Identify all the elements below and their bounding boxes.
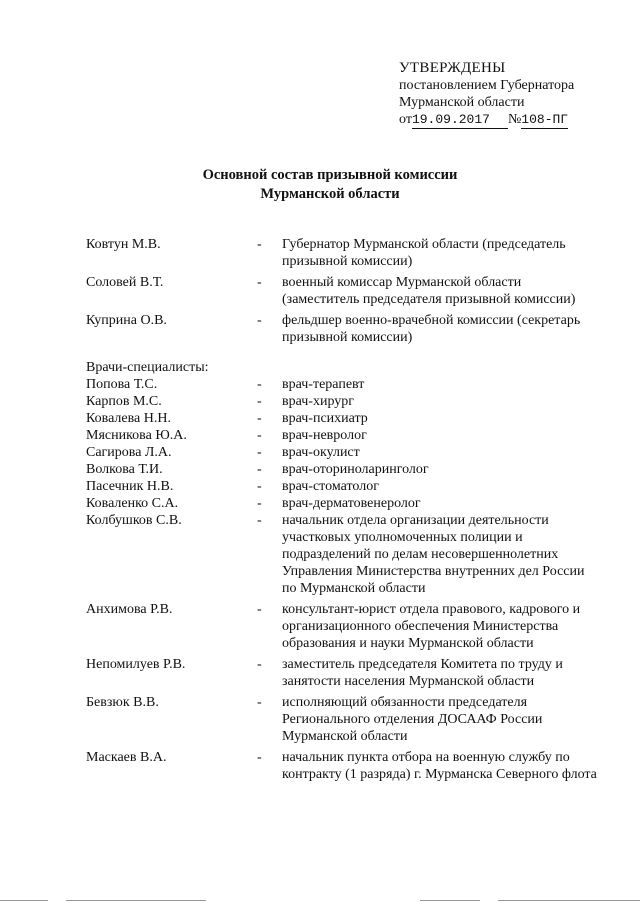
dash: - bbox=[257, 428, 262, 443]
dash: - bbox=[257, 275, 262, 290]
member-position: врач-терапевт bbox=[282, 377, 365, 392]
scan-edge-line bbox=[420, 900, 480, 901]
member-name: Карпов М.С. bbox=[86, 394, 162, 409]
member-row bbox=[86, 461, 606, 478]
approval-order bbox=[399, 111, 574, 129]
member-position: врач-психиатр bbox=[282, 411, 368, 426]
member-name: Колбушков С.В. bbox=[86, 513, 182, 528]
order-from-prefix: от bbox=[399, 112, 412, 127]
member-name: Попова Т.С. bbox=[86, 377, 158, 392]
member-row bbox=[86, 601, 606, 652]
dash: - bbox=[257, 657, 262, 672]
dash: - bbox=[257, 411, 262, 426]
document-heading bbox=[150, 166, 510, 204]
member-row bbox=[86, 393, 606, 410]
member-position: консультант-юрист отдела правового, кадрового и организационного обеспечения Министерства образования и науки Мурманской области bbox=[282, 602, 581, 651]
member-name: Непомилуев Р.В. bbox=[86, 657, 186, 672]
member-row bbox=[86, 444, 606, 461]
member-position: врач-оториноларинголог bbox=[282, 462, 429, 477]
member-position: заместитель председателя Комитета по труду и занятости населения Мурманской области bbox=[282, 657, 563, 689]
dash: - bbox=[257, 237, 262, 252]
member-name: Волкова Т.И. bbox=[86, 462, 163, 477]
heading-line-1: Основной состав призывной комиссии bbox=[202, 167, 458, 183]
member-name: Ковтун М.В. bbox=[86, 237, 161, 252]
member-row bbox=[86, 274, 606, 308]
member-position: фельдшер военно-врачебной комиссии (секретарь призывной комиссии) bbox=[282, 313, 581, 345]
member-name: Мясникова Ю.А. bbox=[86, 428, 187, 443]
member-row bbox=[86, 656, 606, 690]
member-row bbox=[86, 312, 606, 346]
approval-block bbox=[399, 60, 574, 129]
member-position: военный комиссар Мурманской области (заместитель председателя призывной комиссии) bbox=[282, 275, 576, 307]
member-row bbox=[86, 478, 606, 495]
member-name: Коваленко С.А. bbox=[86, 496, 179, 511]
member-name: Маскаев В.А. bbox=[86, 750, 167, 765]
members-list bbox=[86, 236, 606, 783]
scan-edge-line bbox=[0, 900, 48, 901]
member-position: врач-окулист bbox=[282, 445, 360, 460]
member-row bbox=[86, 427, 606, 444]
member-position: начальник пункта отбора на военную службу по контракту (1 разряда) г. Мурманска Северного флота bbox=[282, 750, 597, 782]
member-row bbox=[86, 512, 606, 597]
member-name: Сагирова Л.А. bbox=[86, 445, 172, 460]
member-position: исполняющий обязанности председателя Регионального отделения ДОСААФ России Мурманской области bbox=[282, 695, 543, 744]
member-row bbox=[86, 749, 606, 783]
member-row bbox=[86, 410, 606, 427]
order-date-field bbox=[412, 111, 508, 129]
member-name: Куприна О.В. bbox=[86, 313, 167, 328]
dash: - bbox=[257, 313, 262, 328]
member-position: врач-хирург bbox=[282, 394, 355, 409]
member-row bbox=[86, 236, 606, 270]
member-name: Соловей В.Т. bbox=[86, 275, 164, 290]
scan-edge-line bbox=[498, 900, 640, 901]
order-number: 108-ПГ bbox=[521, 112, 569, 127]
member-position: врач-невролог bbox=[282, 428, 367, 443]
member-name: Бевзюк В.В. bbox=[86, 695, 159, 710]
member-name: Пасечник Н.В. bbox=[86, 479, 174, 494]
approval-title: УТВЕРЖДЕНЫ bbox=[399, 60, 506, 76]
member-name: Ковалева Н.Н. bbox=[86, 411, 171, 426]
dash: - bbox=[257, 394, 262, 409]
dash: - bbox=[257, 602, 262, 617]
scan-edge-line bbox=[66, 900, 206, 901]
approval-line-2: Мурманской области bbox=[399, 95, 525, 110]
heading-line-2: Мурманской области bbox=[260, 186, 400, 202]
member-position: Губернатор Мурманской области (председатель призывной комиссии) bbox=[282, 237, 566, 269]
dash: - bbox=[257, 513, 262, 528]
specialists-label: Врачи-специалисты: bbox=[86, 360, 209, 375]
member-row bbox=[86, 495, 606, 512]
member-row bbox=[86, 694, 606, 745]
approval-line-1: постановлением Губернатора bbox=[399, 78, 575, 93]
member-position: врач-стоматолог bbox=[282, 479, 379, 494]
member-name: Анхимова Р.В. bbox=[86, 602, 173, 617]
member-position: врач-дерматовенеролог bbox=[282, 496, 421, 511]
dash: - bbox=[257, 462, 262, 477]
member-row bbox=[86, 376, 606, 393]
dash: - bbox=[257, 445, 262, 460]
order-date: 19.09.2017 bbox=[411, 112, 490, 127]
dash: - bbox=[257, 750, 262, 765]
dash: - bbox=[257, 479, 262, 494]
dash: - bbox=[257, 695, 262, 710]
order-number-prefix: № bbox=[507, 112, 522, 127]
member-position: начальник отдела организации деятельности участковых уполномоченных полиции и подразделений по делам несовершеннолетних Управления Министерства внутренних дел России по Мурманской области bbox=[282, 513, 585, 596]
dash: - bbox=[257, 496, 262, 511]
dash: - bbox=[257, 377, 262, 392]
